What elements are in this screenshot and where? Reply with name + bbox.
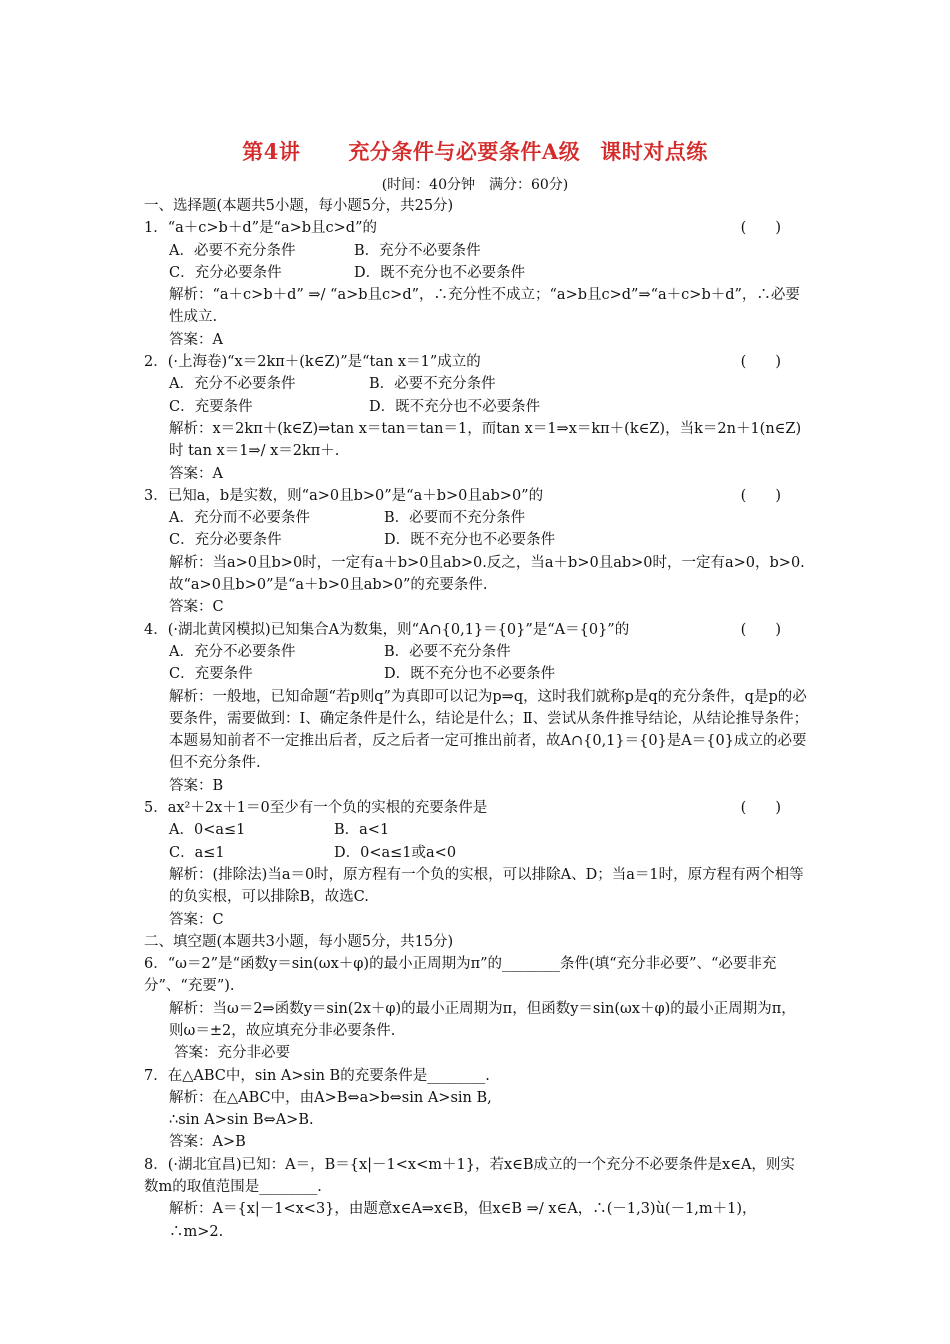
option-d: D．既不充分也不必要条件 [384,532,556,549]
question-4 [144,619,809,641]
section-heading-choice: 一、选择题(本题共5小题，每小题5分，共25分) [144,198,454,214]
title-practice: 课时对点练 [600,139,708,164]
options-row [144,663,809,685]
options-row [144,842,809,864]
option-d: D．既不充分也不必要条件 [384,666,556,683]
analysis: 解析：一般地，已知命题“若p则q”为真即可以记为p⇒q，这时我们就称p是q的充分条件，q是p的必要条件，需要做到：Ⅰ、确定条件是什么，结论是什么；Ⅱ、尝试从条件推导结论，从结论推导条件；本题易知前者不一定推出后者，反之后者一定可推出前者，故A∩{0,1}＝{0}是A＝{0}成立的必要但不充分条件. [169,688,809,772]
options-row [144,373,809,395]
option-b: B．必要而不充分条件 [384,510,526,527]
options-row [144,240,809,262]
question-1 [144,217,809,239]
answer: 答案：C [169,599,224,616]
options-row [144,641,809,663]
options-row [144,396,809,418]
page-title [0,136,950,166]
option-d: D．既不充分也不必要条件 [354,264,526,281]
option-a: A．0<a≤1 [169,822,246,839]
options-row [144,529,809,551]
option-c: C．充分必要条件 [169,532,282,549]
question-7: 7．在△ABC中，sin A>sin B的充要条件是________. [144,1067,490,1084]
analysis: 解析：x＝2kπ＋(k∈Z)⇒tan x＝tan＝tan＝1，而tan x＝1⇒x＝kπ＋(k∈Z)，当k＝2n＋1(n∈Z)时 tan x＝1⇒/ x＝2kπ＋. [169,420,802,460]
title-lecture: 第4讲 [242,139,301,164]
analysis: 解析：(排除法)当a＝0时，原方程有一个负的实根，可以排除A、D；当a＝1时，原方程有两个相等的负实根，可以排除B，故选C. [169,866,804,906]
answer: 答案：C [169,911,224,928]
option-a: A．必要不充分条件 [169,242,296,259]
options-row [144,507,809,529]
question-5-stem: 5．ax²＋2x＋1＝0至少有一个负的实根的充要条件是 [144,800,488,817]
question-5 [144,797,809,819]
answer: 答案：B [169,777,224,794]
analysis: 解析：A＝{x|－1<x<3}，由题意x∈A⇒x∈B，但x∈B ⇒/ x∈A，∴(－1,3)ù(－1,m＋1)，∴m>2. [169,1201,757,1240]
time-score-info: (时间：40分钟 满分：60分) [381,177,569,193]
option-b: B．充分不必要条件 [354,242,481,259]
title-topic: 充分条件与必要条件A级 [348,139,581,164]
section-heading-fill: 二、填空题(本题共3小题，每小题5分，共15分) [144,933,454,950]
option-d: D．既不充分也不必要条件 [369,398,541,415]
answer-blank-paren: ( ) [740,354,781,371]
option-a: A．充分不必要条件 [169,376,296,393]
exercise-content [144,195,809,1243]
option-c: C．充要条件 [169,666,253,683]
option-d: D．0<a≤1或a<0 [334,844,457,861]
option-c: C．a≤1 [169,844,225,861]
analysis: 解析：“a＋c>b＋d” ⇒/ “a>b且c>d”，∴充分性不成立；“a>b且c>d”⇒“a＋c>b＋d”，∴必要性成立. [169,287,800,326]
question-6: 6．“ω＝2”是“函数y＝sin(ωx＋φ)的最小正周期为π”的________条件(填“充分非必要”、“必要非充分”、“充要”). [144,956,777,995]
analysis: 解析：在△ABC中，由A>B⇔a>b⇔sin A>sin B, [169,1089,492,1106]
question-2-stem: 2．(·上海卷)“x＝2kπ＋(k∈Z)”是“tan x＝1”成立的 [144,354,481,371]
option-c: C．充分必要条件 [169,264,282,281]
analysis: 解析：当a>0且b>0时，一定有a＋b>0且ab>0.反之，当a＋b>0且ab>0时，一定有a>0，b>0.故“a>0且b>0”是“a＋b>0且ab>0”的充要条件. [169,554,805,594]
options-row [144,819,809,841]
answer: 答案：A [169,465,223,482]
option-a: A．充分不必要条件 [169,643,296,660]
analysis: ∴sin A>sin B⇔A>B. [169,1112,314,1129]
question-3 [144,485,809,507]
option-b: B．必要不充分条件 [369,376,496,393]
question-4-stem: 4．(·湖北黄冈模拟)已知集合A为数集，则“A∩{0,1}＝{0}”是“A＝{0}”的 [144,621,630,638]
option-a: A．充分而不必要条件 [169,510,310,527]
question-1-stem: 1．“a＋c>b＋d”是“a>b且c>d”的 [144,220,377,237]
analysis: 解析：当ω＝2⇒函数y＝sin(2x＋φ)的最小正周期为π，但函数y＝sin(ωx＋φ)的最小正周期为π，则ω＝±2，故应填充分非必要条件. [169,1000,796,1039]
answer: 答案：A>B [169,1134,246,1151]
answer-blank-paren: ( ) [740,487,781,504]
option-c: C．充要条件 [169,398,253,415]
option-b: B．a<1 [334,822,390,839]
question-3-stem: 3．已知a，b是实数，则“a>0且b>0”是“a＋b>0且ab>0”的 [144,487,544,504]
answer-blank-paren: ( ) [740,800,781,817]
answer: 答案：充分非必要 [174,1045,290,1062]
question-2 [144,351,809,373]
answer: 答案：A [169,331,223,348]
options-row [144,262,809,284]
answer-blank-paren: ( ) [740,220,781,237]
answer-blank-paren: ( ) [740,621,781,638]
question-8: 8．(·湖北宜昌)已知：A＝，B＝{x|－1<x<m＋1}，若x∈B成立的一个充分不必要条件是x∈A，则实数m的取值范围是________. [144,1156,795,1196]
option-b: B．必要不充分条件 [384,643,511,660]
